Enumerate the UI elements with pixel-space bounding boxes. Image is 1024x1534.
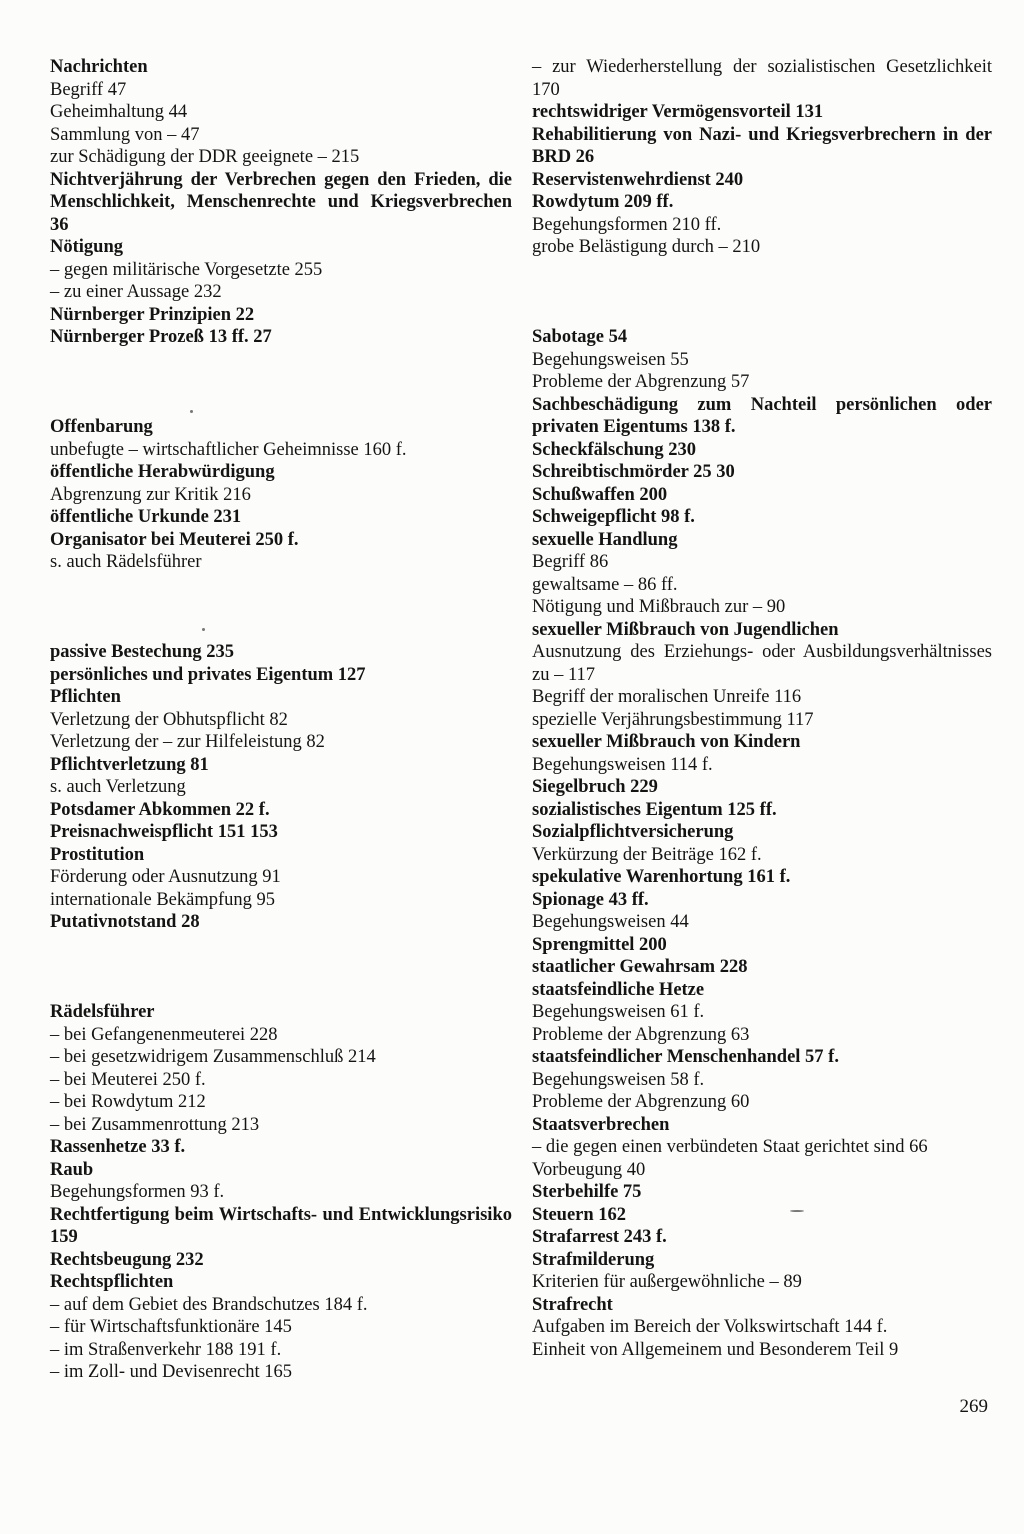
index-heading: Nichtverjährung der Verbrechen gegen den Frieden, die Menschlichkeit, Menschenrechte und Kriegsverbrechen 36 <box>50 169 512 235</box>
index-subentry: – bei Rowdytum 212 <box>50 1092 206 1112</box>
index-subentry: – bei gesetzwidrigem Zusammenschluß 214 <box>50 1047 376 1067</box>
index-subentry: spezielle Verjährungsbestimmung 117 <box>532 709 814 730</box>
page-number: 269 <box>959 1396 988 1417</box>
index-subentry: Begriff 86 <box>532 552 609 572</box>
index-heading: Rechtfertigung beim Wirtschafts- und Entwicklungsrisiko 159 <box>50 1204 512 1247</box>
section-gap <box>50 979 512 1002</box>
index-subentry: Ausnutzung des Erziehungs- oder Ausbildungsverhältnisses zu – 117 <box>532 642 992 685</box>
index-subentry: Begriff der moralischen Unreife 116 <box>532 687 802 707</box>
index-subentry: unbefugte – wirtschaftlicher Geheimnisse 160 f. <box>50 439 407 460</box>
index-heading: Nötigung <box>50 237 123 257</box>
index-subentry: – auf dem Gebiet des Brandschutzes 184 f. <box>50 1294 368 1315</box>
index-subentry: – im Straßenverkehr 188 191 f. <box>50 1339 282 1360</box>
index-heading: staatsfeindlicher Menschenhandel 57 f. <box>532 1047 839 1067</box>
index-subentry: gewaltsame – 86 ff. <box>532 574 678 595</box>
index-heading: Spionage 43 ff. <box>532 889 649 910</box>
index-subentry: Probleme der Abgrenzung 63 <box>532 1024 750 1045</box>
section-gap <box>50 619 512 642</box>
index-heading: Nachrichten <box>50 57 148 77</box>
index-heading: Raub <box>50 1159 94 1180</box>
index-subentry: Vorbeugung 40 <box>532 1159 646 1180</box>
index-heading: staatlicher Gewahrsam 228 <box>532 957 748 977</box>
index-subentry: Begehungsweisen 58 f. <box>532 1069 705 1090</box>
index-subentry: – bei Zusammenrottung 213 <box>50 1114 260 1135</box>
index-subentry: Einheit von Allgemeinem und Besonderem Teil 9 <box>532 1339 899 1360</box>
index-subentry: – zur Wiederherstellung der sozialistischen Gesetzlichkeit 170 <box>532 57 992 100</box>
section-gap <box>50 934 512 979</box>
index-subentry: Sammlung von – 47 <box>50 124 200 145</box>
index-subentry: – für Wirtschaftsfunktionäre 145 <box>50 1317 292 1337</box>
index-subentry: Begehungsweisen 44 <box>532 912 689 932</box>
section-gap <box>532 304 992 327</box>
index-column-right <box>532 56 992 1361</box>
index-heading: Preisnachweispflicht 151 153 <box>50 822 278 842</box>
index-heading: Rassenhetze 33 f. <box>50 1137 186 1157</box>
index-subentry: Kriterien für außergewöhnliche – 89 <box>532 1272 802 1292</box>
index-heading: Sozialpflichtversicherung <box>532 822 734 842</box>
index-subentry: – zu einer Aussage 232 <box>50 282 222 302</box>
index-subentry: Begehungsweisen 55 <box>532 349 689 370</box>
index-heading: sexueller Mißbrauch von Kindern <box>532 732 801 752</box>
index-heading: spekulative Warenhortung 161 f. <box>532 867 791 887</box>
index-subentry: – bei Gefangenenmeuterei 228 <box>50 1024 278 1045</box>
index-column-left <box>50 56 512 1384</box>
index-subentry: grobe Belästigung durch – 210 <box>532 237 761 257</box>
index-subentry: Probleme der Abgrenzung 60 <box>532 1092 750 1112</box>
index-heading: rechtswidriger Vermögensvorteil 131 <box>532 102 824 122</box>
index-subentry: – die gegen einen verbündeten Staat gerichtet sind 66 <box>532 1137 928 1157</box>
index-subentry: Verletzung der Obhutspflicht 82 <box>50 709 288 730</box>
index-heading: öffentliche Urkunde 231 <box>50 507 242 527</box>
index-subentry: zur Schädigung der DDR geeignete – 215 <box>50 147 360 167</box>
index-heading: Potsdamer Abkommen 22 f. <box>50 799 270 820</box>
index-subentry: Begehungsformen 93 f. <box>50 1182 225 1202</box>
index-heading: Nürnberger Prozeß 13 ff. 27 <box>50 327 272 347</box>
index-heading: Sachbeschädigung zum Nachteil persönlichen oder privaten Eigentums 138 f. <box>532 394 992 437</box>
index-heading: persönliches und privates Eigentum 127 <box>50 664 366 685</box>
index-subentry: Begehungsformen 210 ff. <box>532 214 722 235</box>
index-heading: Schweigepflicht 98 f. <box>532 507 695 527</box>
index-heading: Sterbehilfe 75 <box>532 1182 642 1202</box>
index-heading: Schreibtischmörder 25 30 <box>532 462 735 482</box>
index-heading: Offenbarung <box>50 417 153 437</box>
index-subentry: Nötigung und Mißbrauch zur – 90 <box>532 597 786 617</box>
index-subentry: s. auch Rädelsführer <box>50 552 202 572</box>
index-heading: Sabotage 54 <box>532 327 628 347</box>
index-heading: Scheckfälschung 230 <box>532 439 696 460</box>
index-heading: Reservistenwehrdienst 240 <box>532 169 744 190</box>
index-subentry: Begriff 47 <box>50 79 127 100</box>
index-subentry: s. auch Verletzung <box>50 777 186 797</box>
index-subentry: Probleme der Abgrenzung 57 <box>532 372 750 392</box>
print-speck <box>790 1210 804 1212</box>
index-subentry: – bei Meuterei 250 f. <box>50 1069 206 1090</box>
index-subentry: – im Zoll- und Devisenrecht 165 <box>50 1362 292 1382</box>
index-subentry: – gegen militärische Vorgesetzte 255 <box>50 259 323 280</box>
section-gap <box>50 349 512 394</box>
index-subentry: Förderung oder Ausnutzung 91 <box>50 867 281 887</box>
index-subentry: Abgrenzung zur Kritik 216 <box>50 484 251 505</box>
index-heading: öffentliche Herabwürdigung <box>50 462 275 482</box>
index-heading: Schußwaffen 200 <box>532 484 668 505</box>
index-subentry: Begehungsweisen 114 f. <box>532 754 713 775</box>
index-subentry: Verletzung der – zur Hilfeleistung 82 <box>50 732 325 752</box>
index-heading: Sprengmittel 200 <box>532 934 667 955</box>
index-subentry: Geheimhaltung 44 <box>50 102 188 122</box>
index-heading: Staatsverbrechen <box>532 1114 670 1135</box>
index-subentry: internationale Bekämpfung 95 <box>50 889 276 910</box>
index-heading: Putativnotstand 28 <box>50 912 200 932</box>
print-speck <box>202 628 205 631</box>
index-heading: Rechtspflichten <box>50 1272 174 1292</box>
index-heading: Strafarrest 243 f. <box>532 1227 667 1247</box>
index-heading: Rädelsführer <box>50 1002 155 1022</box>
index-subentry: Aufgaben im Bereich der Volkswirtschaft 144 f. <box>532 1317 888 1337</box>
index-subentry: Verkürzung der Beiträge 162 f. <box>532 844 762 865</box>
index-heading: Rowdytum 209 ff. <box>532 192 674 212</box>
index-heading: passive Bestechung 235 <box>50 642 234 662</box>
index-heading: Pflichtverletzung 81 <box>50 754 209 775</box>
index-heading: Pflichten <box>50 687 121 707</box>
print-speck <box>190 410 193 413</box>
index-heading: Nürnberger Prinzipien 22 <box>50 304 255 325</box>
index-heading: Strafmilderung <box>532 1249 655 1270</box>
index-heading: staatsfeindliche Hetze <box>532 979 705 1000</box>
index-heading: sozialistisches Eigentum 125 ff. <box>532 799 777 820</box>
index-heading: Rechtsbeugung 232 <box>50 1249 204 1270</box>
index-heading: Siegelbruch 229 <box>532 777 658 797</box>
section-gap <box>50 574 512 619</box>
index-heading: Organisator bei Meuterei 250 f. <box>50 529 299 550</box>
index-subentry: Begehungsweisen 61 f. <box>532 1002 705 1022</box>
index-heading: sexuelle Handlung <box>532 529 678 550</box>
index-heading: Prostitution <box>50 844 145 865</box>
index-heading: Rehabilitierung von Nazi- und Kriegsverbrechern in der BRD 26 <box>532 124 992 167</box>
section-gap <box>50 394 512 417</box>
index-heading: Steuern 162 <box>532 1204 627 1225</box>
section-gap <box>532 259 992 304</box>
index-heading: sexueller Mißbrauch von Jugendlichen <box>532 619 839 640</box>
index-heading: Strafrecht <box>532 1294 613 1315</box>
